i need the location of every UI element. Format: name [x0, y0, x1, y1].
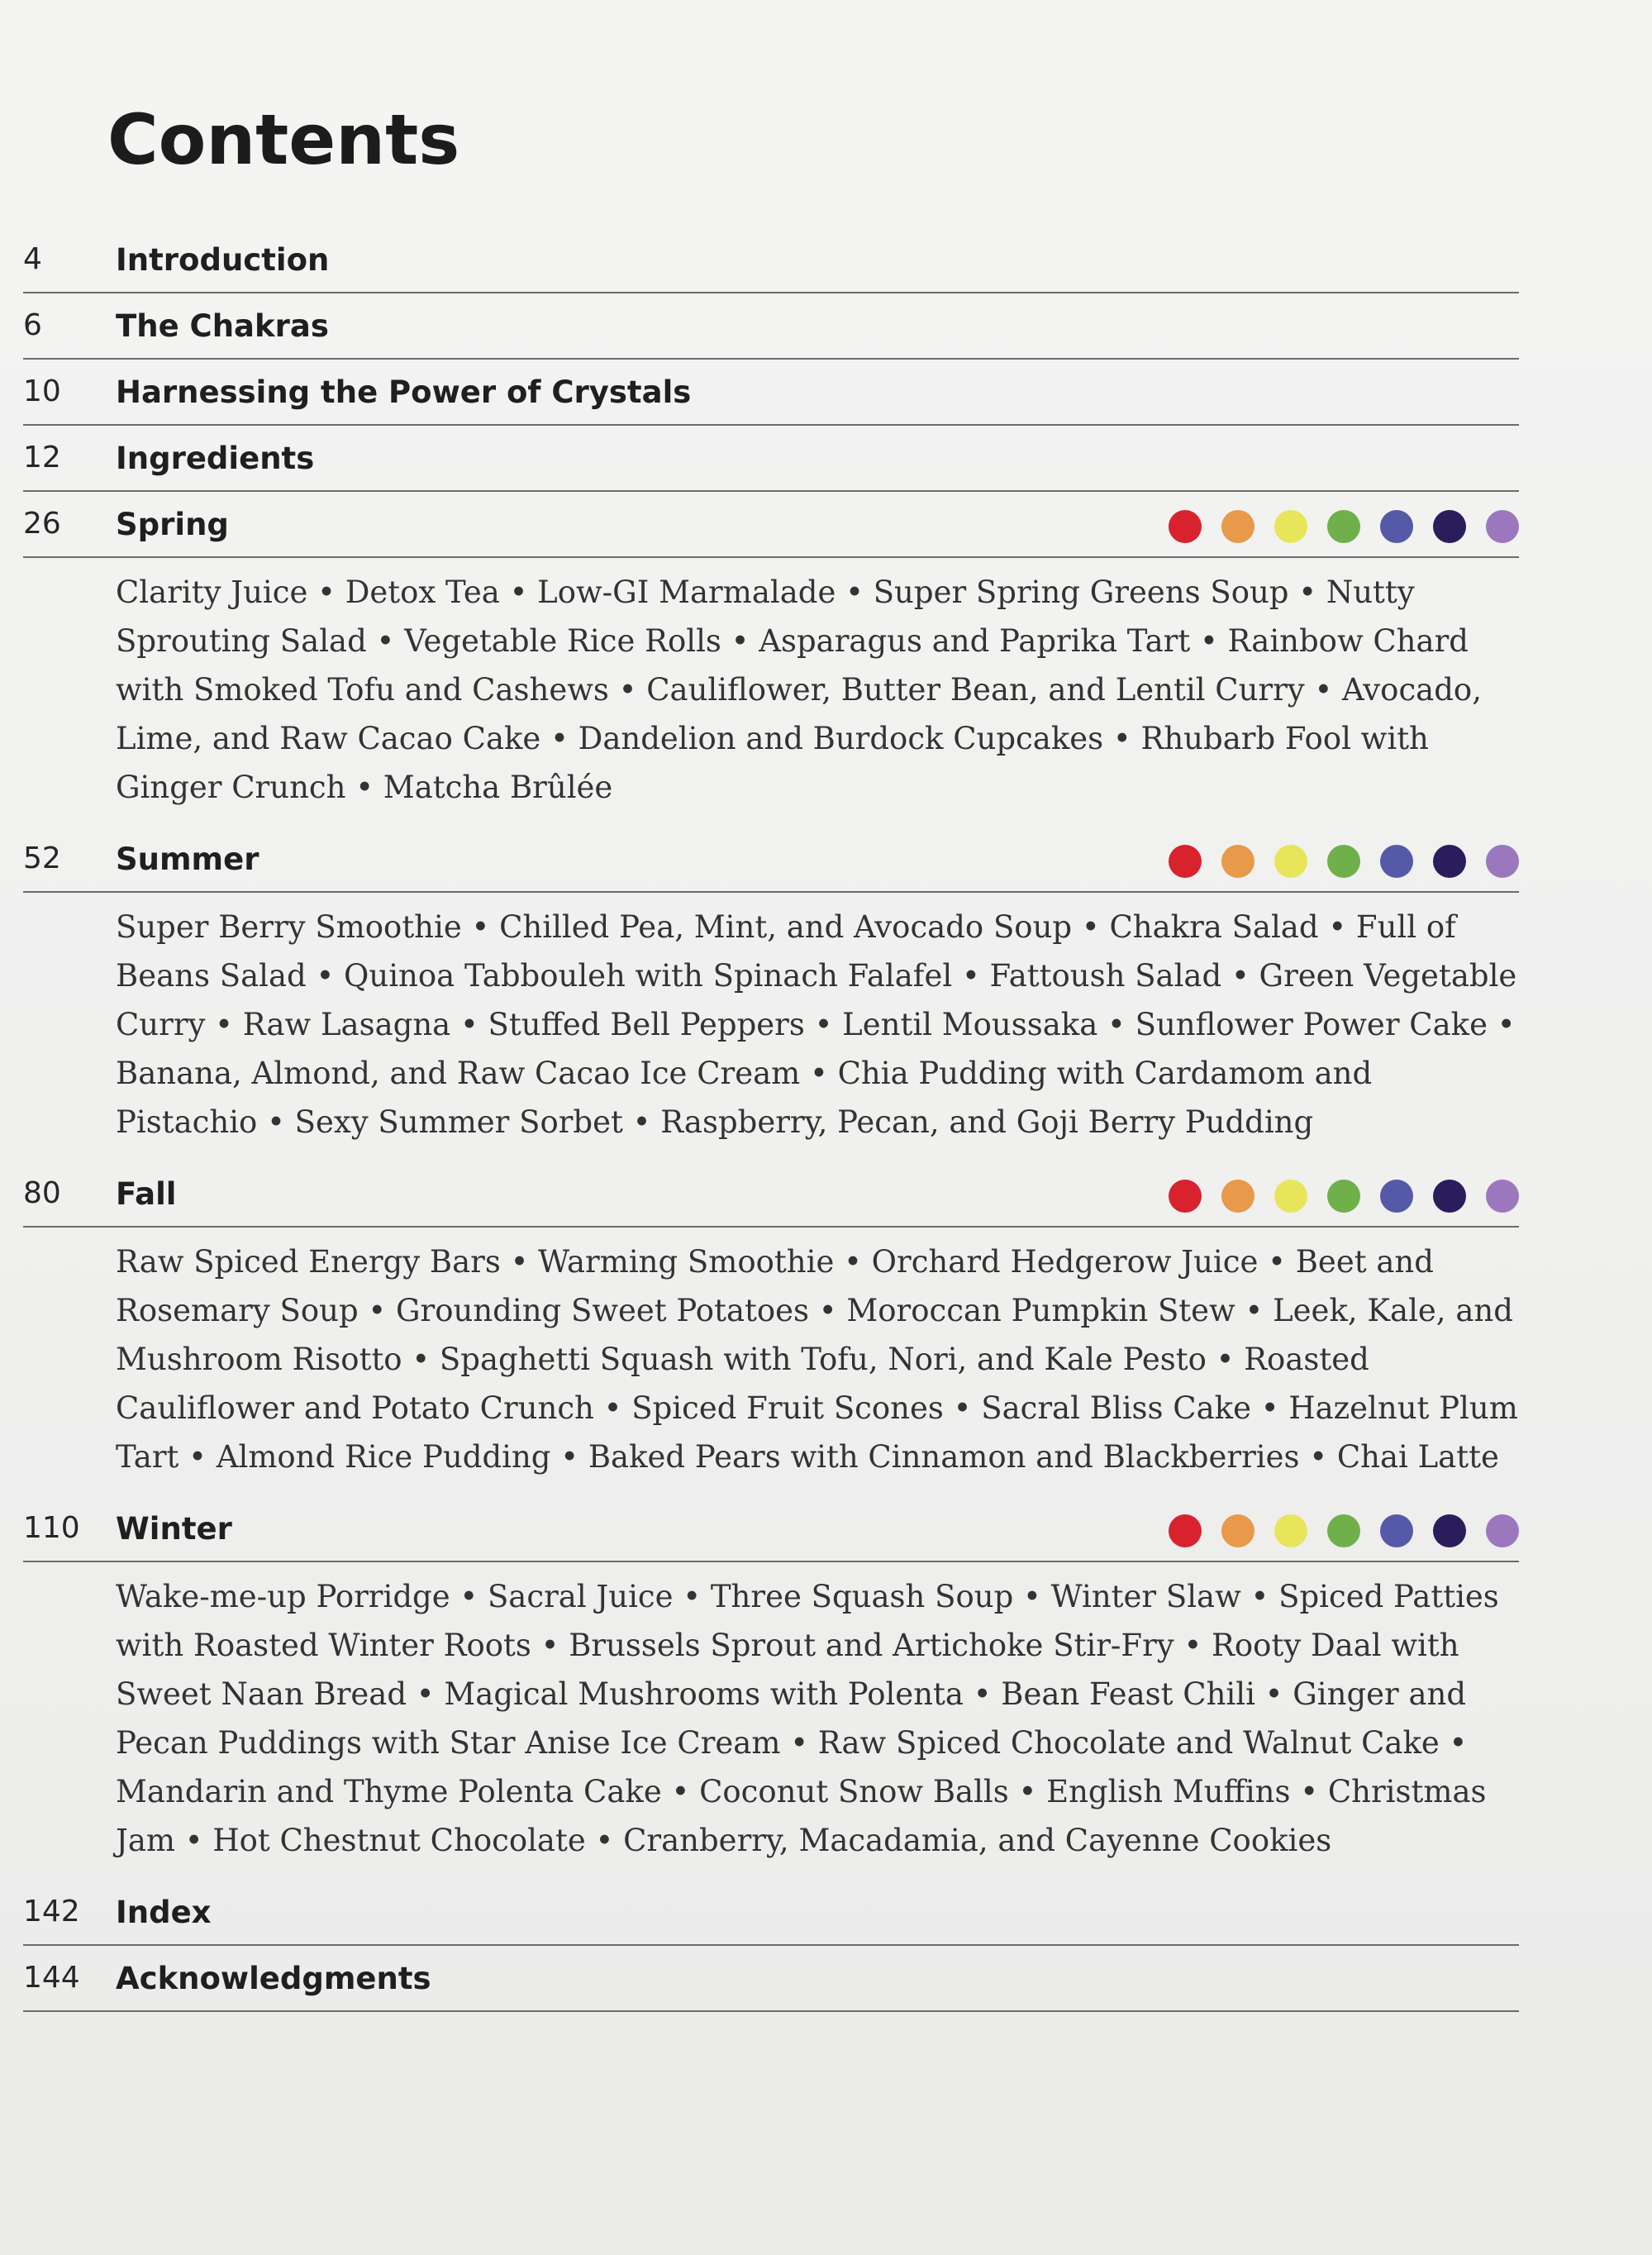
chakra-dot-5 — [1380, 1180, 1413, 1213]
entry-label: Index — [116, 1895, 212, 1930]
page-number: 10 — [23, 374, 61, 408]
chakra-dot-4 — [1327, 1514, 1360, 1547]
entry-label: Fall — [116, 1176, 177, 1212]
entry-label: Introduction — [116, 242, 330, 278]
entry-label: Acknowledgments — [116, 1961, 431, 1996]
toc-entry-spring[interactable] — [23, 492, 1519, 558]
page-number: 52 — [23, 841, 61, 875]
chakra-dots — [1169, 510, 1519, 543]
toc-entry-winter[interactable] — [23, 1496, 1519, 1562]
entry-label: Spring — [116, 507, 229, 542]
entry-label: Harnessing the Power of Crystals — [116, 374, 692, 410]
chakra-dot-2 — [1221, 510, 1254, 543]
toc-entry-index[interactable] — [23, 1880, 1519, 1946]
chakra-dot-6 — [1433, 845, 1466, 878]
page-number: 144 — [23, 1961, 80, 1995]
chakra-dot-7 — [1486, 1180, 1519, 1213]
chakra-dot-2 — [1221, 1180, 1254, 1213]
chakra-dot-3 — [1274, 1514, 1307, 1547]
toc-entry-fall[interactable] — [23, 1161, 1519, 1228]
chakra-dot-5 — [1380, 510, 1413, 543]
entry-label: The Chakras — [116, 308, 329, 344]
page-number: 26 — [23, 507, 61, 541]
table-of-contents — [23, 227, 1519, 2012]
recipe-list-winter: Wake-me-up Porridge • Sacral Juice • Three Squash Soup • Winter Slaw • Spiced Patties with Roasted Winter Roots • Brussels Sprout and Artichoke Stir-Fry • Rooty Daal with Sweet Naan Bread • Magical Mushrooms with Polenta • Bean Feast Chili • Ginger and Pecan Puddings with Star Anise Ice Cream • Raw Spiced Chocolate and Walnut Cake • Mandarin and Thyme Polenta Cake • Coconut Snow Balls • English Muffins • Christmas Jam • Hot Chestnut Chocolate • Cranberry, Macadamia, and Cayenne Cookies — [116, 1579, 1499, 1858]
toc-entry-ingredients[interactable] — [23, 426, 1519, 492]
chakra-dot-6 — [1433, 1180, 1466, 1213]
chakra-dot-1 — [1169, 845, 1202, 878]
chakra-dot-7 — [1486, 845, 1519, 878]
toc-entry-crystals[interactable] — [23, 360, 1519, 426]
chakra-dots — [1169, 1180, 1519, 1213]
chakra-dot-4 — [1327, 1180, 1360, 1213]
chakra-dot-7 — [1486, 510, 1519, 543]
toc-entry-summer[interactable] — [23, 827, 1519, 893]
chakra-dot-1 — [1169, 1514, 1202, 1547]
entry-label: Summer — [116, 841, 259, 877]
page-number: 12 — [23, 441, 61, 474]
chakra-dot-4 — [1327, 845, 1360, 878]
chakra-dot-3 — [1274, 1180, 1307, 1213]
toc-entry-chakras[interactable] — [23, 293, 1519, 360]
chakra-dot-5 — [1380, 1514, 1413, 1547]
chakra-dot-4 — [1327, 510, 1360, 543]
chakra-dot-3 — [1274, 845, 1307, 878]
recipe-list-summer: Super Berry Smoothie • Chilled Pea, Mint, and Avocado Soup • Chakra Salad • Full of Beans Salad • Quinoa Tabbouleh with Spinach Falafel • Fattoush Salad • Green Vegetable Curry • Raw Lasagna • Stuffed Bell Peppers • Lentil Moussaka • Sunflower Power Cake • Banana, Almond, and Raw Cacao Ice Cream • Chia Pudding with Cardamom and Pistachio • Sexy Summer Sorbet • Raspberry, Pecan, and Goji Berry Pudding — [116, 909, 1517, 1140]
recipe-list-spring: Clarity Juice • Detox Tea • Low-GI Marmalade • Super Spring Greens Soup • Nutty Sprouting Salad • Vegetable Rice Rolls • Asparagus and Paprika Tart • Rainbow Chard with Smoked Tofu and Cashews • Cauliflower, Butter Bean, and Lentil Curry • Avocado, Lime, and Raw Cacao Cake • Dandelion and Burdock Cupcakes • Rhubarb Fool with Ginger Crunch • Matcha Brûlée — [116, 574, 1482, 805]
chakra-dot-5 — [1380, 845, 1413, 878]
toc-entry-acknowledgments[interactable] — [23, 1946, 1519, 2012]
chakra-dot-6 — [1433, 1514, 1466, 1547]
chakra-dot-6 — [1433, 510, 1466, 543]
page-number: 80 — [23, 1176, 61, 1210]
chakra-dot-1 — [1169, 1180, 1202, 1213]
chakra-dot-1 — [1169, 510, 1202, 543]
recipe-list-fall: Raw Spiced Energy Bars • Warming Smoothie • Orchard Hedgerow Juice • Beet and Rosemary Soup • Grounding Sweet Potatoes • Moroccan Pumpkin Stew • Leek, Kale, and Mushroom Risotto • Spaghetti Squash with Tofu, Nori, and Kale Pesto • Roasted Cauliflower and Potato Crunch • Spiced Fruit Scones • Sacral Bliss Cake • Hazelnut Plum Tart • Almond Rice Pudding • Baked Pears with Cinnamon and Blackberries • Chai Latte — [116, 1244, 1518, 1475]
chakra-dot-2 — [1221, 845, 1254, 878]
chakra-dot-3 — [1274, 510, 1307, 543]
page-number: 6 — [23, 308, 42, 342]
chakra-dots — [1169, 1514, 1519, 1547]
entry-label: Winter — [116, 1511, 232, 1547]
page-number: 142 — [23, 1895, 80, 1928]
page-title: Contents — [107, 99, 460, 180]
toc-entry-introduction[interactable] — [23, 227, 1519, 293]
entry-label: Ingredients — [116, 441, 315, 476]
page-number: 4 — [23, 242, 42, 276]
page-number: 110 — [23, 1511, 80, 1545]
chakra-dot-7 — [1486, 1514, 1519, 1547]
chakra-dots — [1169, 845, 1519, 878]
chakra-dot-2 — [1221, 1514, 1254, 1547]
